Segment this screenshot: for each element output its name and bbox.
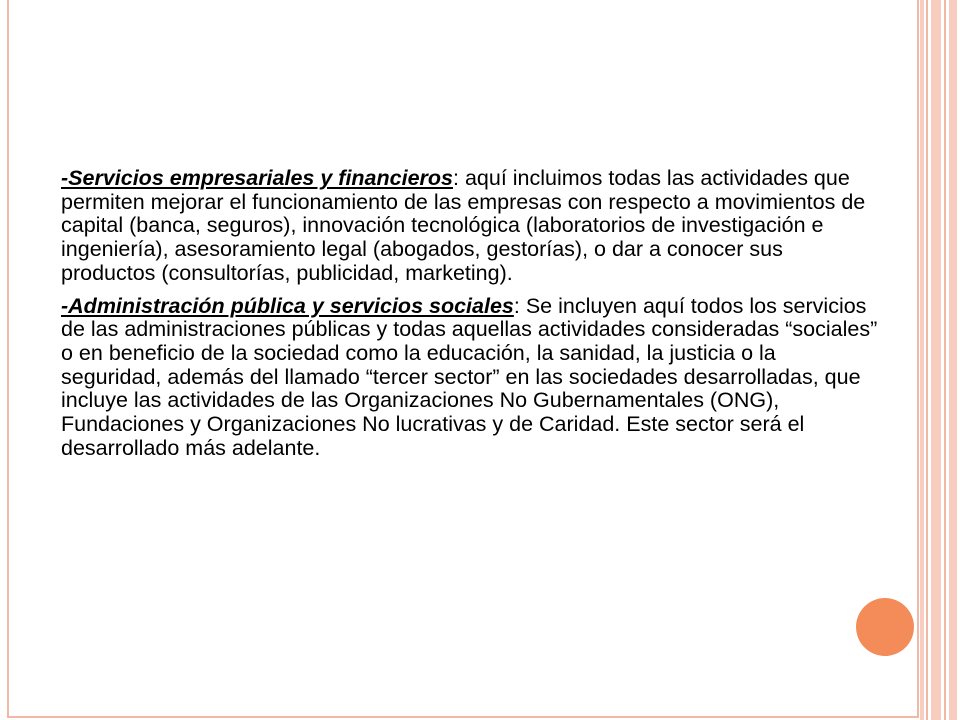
paragraph-separator: : (453, 166, 465, 190)
paragraph-heading: -Administración pública y servicios sociales (61, 293, 514, 318)
paragraph-heading: -Servicios empresariales y financieros (61, 166, 453, 190)
paragraph-separator: : (513, 293, 526, 318)
stripe (949, 0, 957, 720)
stripe (931, 0, 941, 720)
accent-circle (856, 598, 914, 656)
paragraph-public-administration (61, 295, 881, 461)
stripe (926, 0, 928, 720)
paragraph-business-services (61, 167, 881, 286)
decorative-stripes (920, 0, 960, 720)
paragraph-text: Se incluyen aquí todos los servicios de las administraciones públicas y todas aquellas actividades consideradas “sociales” o en beneficio de la sociedad como la educación, la sanidad, la justicia o la seguridad, además del llamado “tercer sector” en las sociedades desarrolladas, que incluye las actividades de las Organizaciones No Gubernamentales (ONG), Fundaciones y Organizaciones No lucrativas y de Caridad. Este sector será el desarrollado más adelante. (61, 293, 878, 460)
slide-body (61, 167, 881, 469)
stripe (920, 0, 924, 720)
stripe (944, 0, 946, 720)
paragraph-text: aquí incluimos todas las actividades que permiten mejorar el funcionamiento de las empresas con respecto a movimientos de capital (banca, seguros), innovación tecnológica (laboratorios de investigación e ingeniería), asesoramiento legal (abogados, gestorías), o dar a conocer sus productos (consultorías, publicidad, marketing). (61, 166, 866, 285)
